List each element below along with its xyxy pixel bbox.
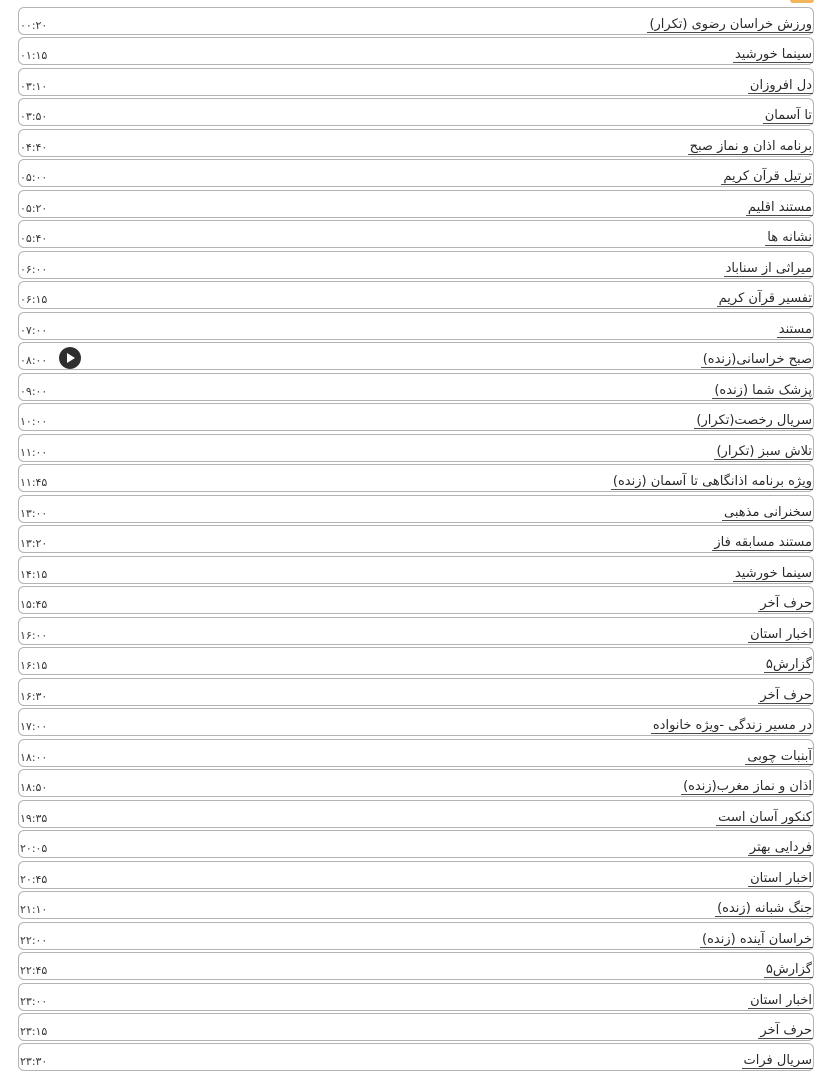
program-title[interactable]: در مسیر زندگی -ویژه خانواده	[652, 718, 812, 734]
program-title[interactable]: گزارش۵	[765, 962, 812, 978]
program-time: ۰۳:۵۰	[20, 110, 48, 124]
program-title[interactable]: مستند مسابقه فاز	[714, 535, 812, 551]
schedule-row[interactable]	[18, 190, 814, 218]
program-title[interactable]: خراسان آینده (زنده)	[702, 931, 812, 947]
program-title[interactable]: ویژه برنامه اذانگاهی تا آسمان (زنده)	[612, 474, 812, 490]
program-time: ۱۵:۴۵	[20, 598, 48, 612]
program-title[interactable]: جنگ شبانه (زنده)	[717, 901, 812, 917]
program-title[interactable]: تلاش سبز (تکرار)	[716, 443, 812, 459]
schedule-row[interactable]	[18, 830, 814, 858]
program-time: ۰۵:۰۰	[20, 171, 48, 185]
program-time: ۱۰:۰۰	[20, 415, 48, 429]
program-title[interactable]: اخبار استان	[750, 870, 812, 886]
schedule-row[interactable]	[18, 220, 814, 248]
program-time: ۰۸:۰۰	[20, 354, 48, 368]
program-title[interactable]: حرف آخر	[760, 596, 812, 612]
program-time: ۱۳:۰۰	[20, 506, 48, 520]
schedule-row[interactable]	[18, 495, 814, 523]
program-title[interactable]: ترتیل قرآن کریم	[723, 169, 812, 185]
program-title[interactable]: حرف آخر	[760, 687, 812, 703]
schedule-row[interactable]	[18, 373, 814, 401]
program-time: ۰۶:۰۰	[20, 262, 48, 276]
schedule-row[interactable]	[18, 617, 814, 645]
program-time: ۱۶:۱۵	[20, 659, 48, 673]
schedule-row[interactable]	[18, 647, 814, 675]
schedule-row[interactable]	[18, 739, 814, 767]
program-title[interactable]: دل افروزان	[749, 77, 812, 93]
schedule-row[interactable]	[18, 312, 814, 340]
program-title[interactable]: حرف آخر	[760, 1022, 812, 1038]
schedule-row[interactable]	[18, 1013, 814, 1041]
schedule-row[interactable]	[18, 7, 814, 35]
program-title[interactable]: مستند	[778, 321, 812, 337]
program-time: ۲۱:۱۰	[20, 903, 48, 917]
program-time: ۱۶:۰۰	[20, 628, 48, 642]
schedule-row[interactable]	[18, 922, 814, 950]
program-title[interactable]: تفسیر قرآن کریم	[718, 291, 812, 307]
schedule-row[interactable]	[18, 434, 814, 462]
program-time: ۱۸:۰۰	[20, 750, 48, 764]
schedule-row[interactable]	[18, 342, 814, 370]
program-time: ۰۶:۱۵	[20, 293, 48, 307]
program-title[interactable]: سینما خورشید	[734, 47, 812, 63]
program-title[interactable]: اخبار استان	[750, 992, 812, 1008]
schedule-row[interactable]	[18, 464, 814, 492]
program-time: ۱۱:۴۵	[20, 476, 48, 490]
schedule-row[interactable]	[18, 403, 814, 431]
program-title[interactable]: سینما خورشید	[734, 565, 812, 581]
program-time: ۰۴:۴۰	[20, 140, 48, 154]
schedule-row[interactable]	[18, 952, 814, 980]
program-title[interactable]: نشانه ها	[767, 230, 812, 246]
schedule-row[interactable]	[18, 586, 814, 614]
program-time: ۰۷:۰۰	[20, 323, 48, 337]
program-time: ۰۹:۰۰	[20, 384, 48, 398]
program-time: ۰۳:۱۰	[20, 79, 48, 93]
program-time: ۲۲:۰۰	[20, 933, 48, 947]
corner-tab[interactable]	[790, 0, 814, 3]
program-title[interactable]: اخبار استان	[750, 626, 812, 642]
program-title[interactable]: گزارش۵	[765, 657, 812, 673]
program-title[interactable]: پزشک شما (زنده)	[714, 382, 812, 398]
schedule-row[interactable]	[18, 1043, 814, 1071]
schedule-row[interactable]	[18, 556, 814, 584]
schedule-row[interactable]	[18, 769, 814, 797]
program-time: ۰۰:۲۰	[20, 19, 48, 32]
schedule-row[interactable]	[18, 861, 814, 889]
program-time: ۲۲:۴۵	[20, 964, 48, 978]
schedule-row[interactable]	[18, 281, 814, 309]
program-title[interactable]: مستند اقلیم	[747, 199, 812, 215]
schedule-row[interactable]	[18, 525, 814, 553]
schedule-row[interactable]	[18, 800, 814, 828]
program-title[interactable]: اذان و نماز مغرب(زنده)	[683, 779, 812, 795]
program-time: ۱۸:۵۰	[20, 781, 48, 795]
program-time: ۱۳:۲۰	[20, 537, 48, 551]
program-time: ۰۱:۱۵	[20, 49, 48, 63]
program-title[interactable]: فردایی بهتر	[749, 840, 812, 856]
program-title[interactable]: سخنرانی مذهبی	[724, 504, 812, 520]
program-title[interactable]: کنکور آسان است	[718, 809, 812, 825]
schedule-row[interactable]	[18, 983, 814, 1011]
schedule-row[interactable]	[18, 708, 814, 736]
program-time: ۲۳:۱۵	[20, 1024, 48, 1038]
play-icon[interactable]	[59, 347, 81, 369]
program-time: ۰۵:۲۰	[20, 201, 48, 215]
program-title[interactable]: آبنبات چوبی	[747, 748, 812, 764]
program-time: ۰۵:۴۰	[20, 232, 48, 246]
schedule-row[interactable]	[18, 98, 814, 126]
program-title[interactable]: سریال رخصت(تکرار)	[696, 413, 812, 429]
program-time: ۲۰:۰۵	[20, 842, 48, 856]
schedule-row[interactable]	[18, 159, 814, 187]
program-title[interactable]: صبح خراسانی(زنده)	[702, 352, 812, 368]
schedule-row[interactable]	[18, 891, 814, 919]
program-title[interactable]: میراثی از سناباد	[725, 260, 812, 276]
schedule-row[interactable]	[18, 251, 814, 279]
program-time: ۱۶:۳۰	[20, 689, 48, 703]
program-time: ۱۴:۱۵	[20, 567, 48, 581]
schedule-row[interactable]	[18, 37, 814, 65]
program-time: ۱۷:۰۰	[20, 720, 48, 734]
program-title[interactable]: سریال فرات	[743, 1053, 812, 1069]
program-title[interactable]: ورزش خراسان رضوی (تکرار)	[649, 17, 812, 32]
program-time: ۱۹:۳۵	[20, 811, 48, 825]
schedule-list	[18, 7, 814, 1074]
program-time: ۲۳:۰۰	[20, 994, 48, 1008]
program-time: ۱۱:۰۰	[20, 445, 48, 459]
schedule-row[interactable]	[18, 129, 814, 157]
program-title[interactable]: برنامه اذان و نماز صبح	[689, 138, 812, 154]
schedule-row[interactable]	[18, 678, 814, 706]
program-title[interactable]: تا آسمان	[764, 108, 812, 124]
program-time: ۲۳:۳۰	[20, 1055, 48, 1069]
program-time: ۲۰:۴۵	[20, 872, 48, 886]
schedule-row[interactable]	[18, 68, 814, 96]
